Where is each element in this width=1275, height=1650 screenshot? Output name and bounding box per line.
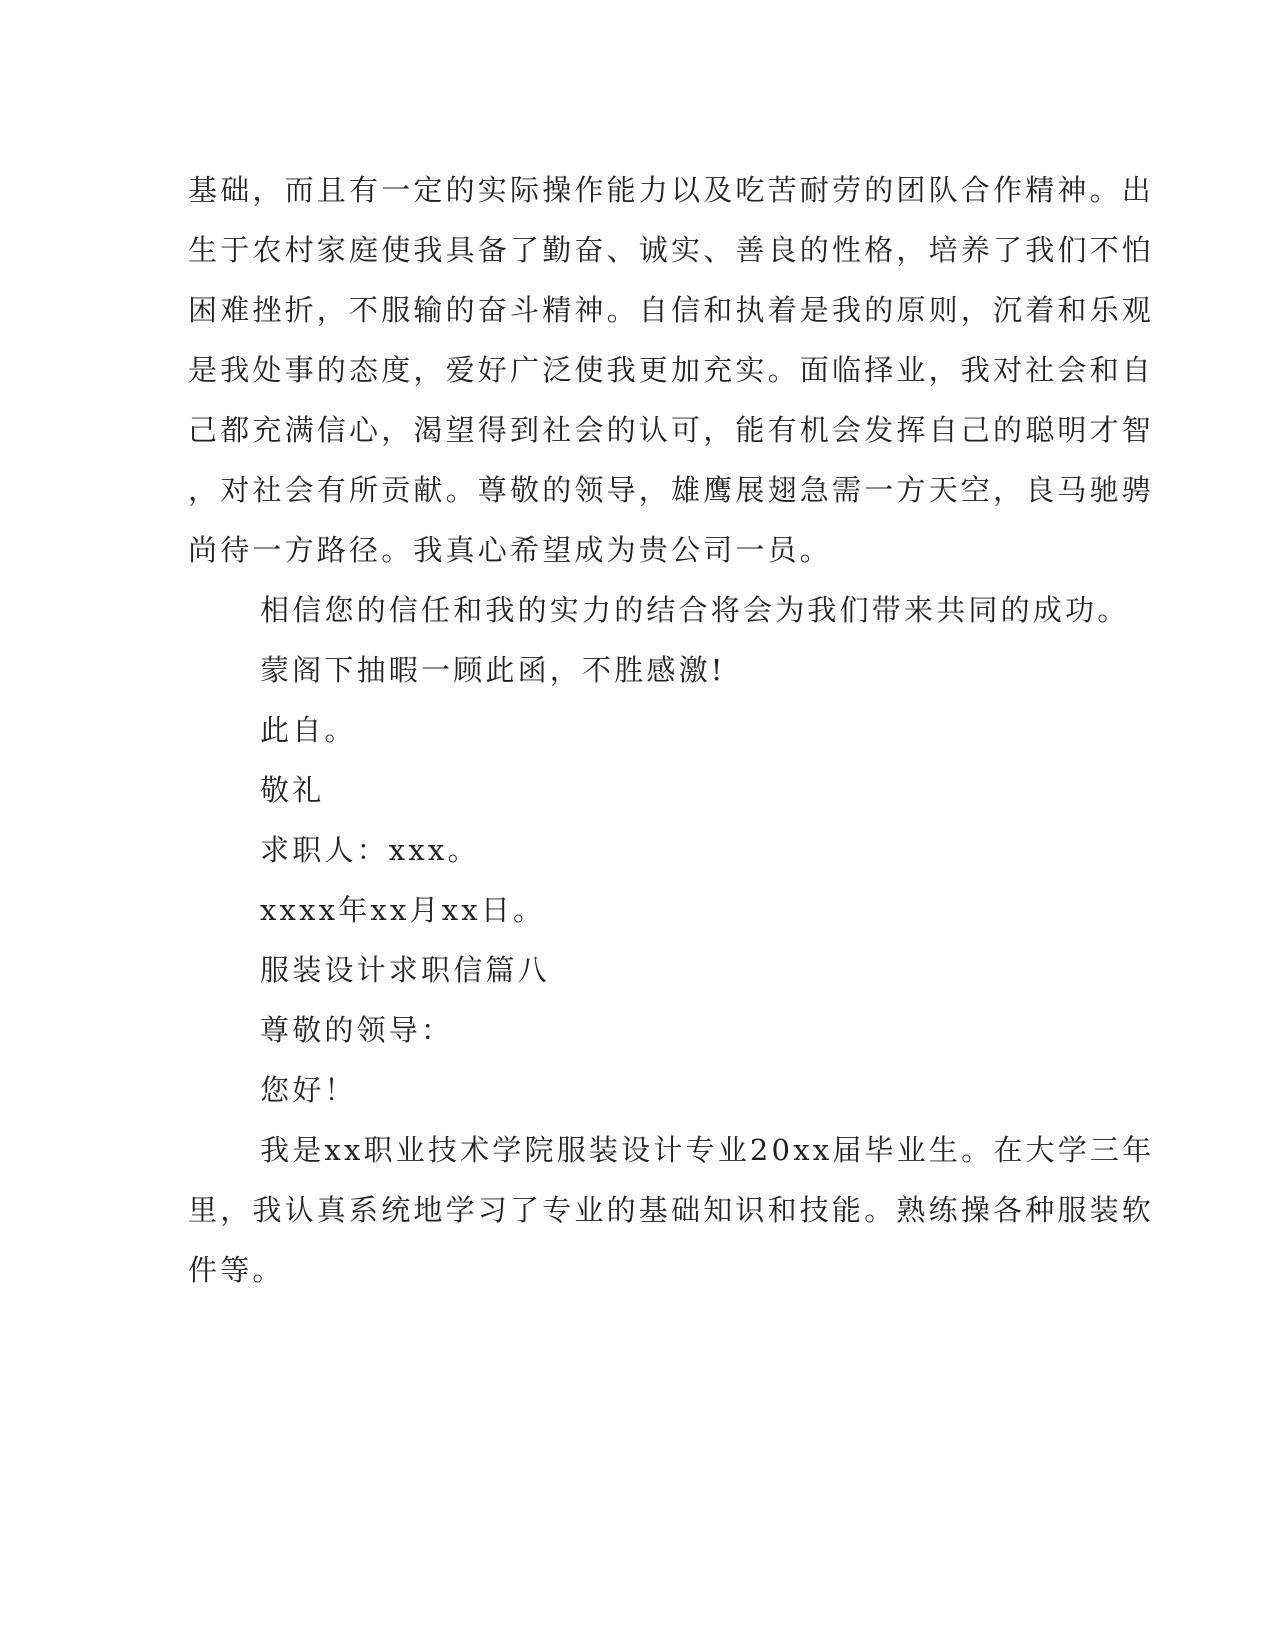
- letter-body: [188, 160, 1155, 1300]
- paragraph-line: 尚待一方路径。我真心希望成为贵公司一员。: [188, 533, 833, 567]
- section-title: 服装设计求职信篇八: [260, 953, 550, 987]
- paragraph-line: 件等。: [188, 1253, 285, 1287]
- paragraph-line: 是我处事的态度，爱好广泛使我更加充实。面临择业，我对社会和自: [188, 353, 1155, 387]
- paragraph-line: 里，我认真系统地学习了专业的基础知识和技能。熟练操各种服装软: [188, 1193, 1155, 1227]
- paragraph-line: 我是xx职业技术学院服装设计专业20xx届毕业生。在大学三年: [260, 1133, 1155, 1167]
- paragraph-line: 基础，而且有一定的实际操作能力以及吃苦耐劳的团队合作精神。出: [188, 173, 1155, 207]
- request-line: 蒙阁下抽暇一顾此函，不胜感激!: [260, 653, 726, 687]
- closing-sentence: 相信您的信任和我的实力的结合将会为我们带来共同的成功。: [260, 593, 1130, 627]
- salutation-line: 敬礼: [260, 773, 325, 807]
- paragraph-line: 困难挫折，不服输的奋斗精神。自信和执着是我的原则，沉着和乐观: [188, 293, 1155, 327]
- paragraph-line: ，对社会有所贡献。尊敬的领导，雄鹰展翅急需一方天空，良马驰骋: [188, 473, 1155, 507]
- paragraph-line: 生于农村家庭使我具备了勤奋、诚实、善良的性格，培养了我们不怕: [188, 233, 1155, 267]
- applicant-line: 求职人：xxx。: [260, 833, 480, 867]
- date-line: xxxx年xx月xx日。: [260, 893, 546, 927]
- ci-zhi-line: 此自。: [260, 713, 357, 747]
- paragraph-line: 己都充满信心，渴望得到社会的认可，能有机会发挥自己的聪明才智: [188, 413, 1155, 447]
- greeting-line: 尊敬的领导：: [260, 1013, 454, 1047]
- hello-line: 您好！: [260, 1073, 357, 1107]
